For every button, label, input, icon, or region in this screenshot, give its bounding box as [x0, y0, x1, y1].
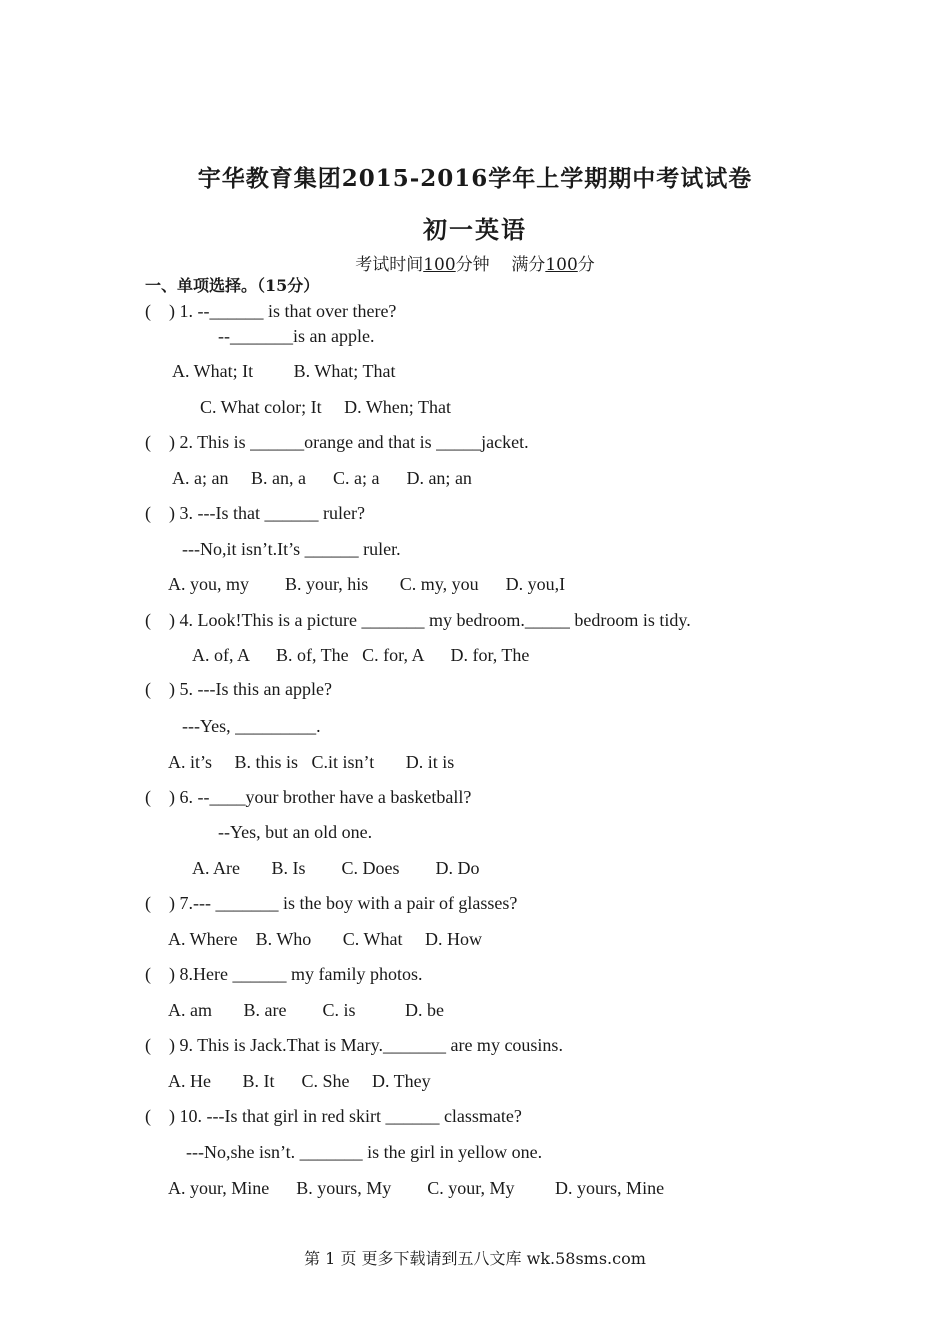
page-footer: 第 1 页 更多下载请到五八文库 wk.58sms.com [304, 1249, 646, 1268]
time-unit: 分钟 [455, 255, 490, 275]
question-1: ( ) 1. --______ is that over there? [145, 301, 397, 321]
question-2: ( ) 2. This is ______orange and that is _____jacket. [145, 432, 529, 452]
question-2-options: A. a; an B. an, a C. a; a D. an; an [172, 468, 472, 488]
question-10: ( ) 10. ---Is that girl in red skirt ______ classmate? [145, 1106, 522, 1126]
section-heading: 一、单项选择。（15分） [145, 276, 320, 295]
question-10-options: A. your, Mine B. yours, My C. your, My D. yours, Mine [168, 1178, 665, 1198]
time-value: 100 [423, 255, 456, 275]
question-6-answer: --Yes, but an old one. [218, 822, 373, 842]
question-3-answer: ---No,it isn’t.It’s ______ ruler. [182, 539, 401, 559]
question-1-options-b: C. What color; It D. When; That [200, 397, 451, 417]
question-4-options: A. of, A B. of, The C. for, A D. for, The [192, 645, 530, 665]
question-5-answer: ---Yes, _________. [182, 716, 321, 736]
question-10-answer: ---No,she isn’t. _______ is the girl in yellow one. [186, 1142, 543, 1162]
time-label: 考试时间 [355, 255, 424, 275]
score-unit: 分 [577, 255, 595, 275]
question-1-options-a: A. What; It B. What; That [172, 361, 396, 381]
exam-subject: 初一英语 [423, 215, 527, 244]
score-value: 100 [545, 255, 578, 275]
question-8-options: A. am B. are C. is D. be [168, 1000, 444, 1020]
question-4: ( ) 4. Look!This is a picture _______ my bedroom._____ bedroom is tidy. [145, 610, 691, 630]
question-5: ( ) 5. ---Is this an apple? [145, 679, 332, 699]
question-7: ( ) 7.--- _______ is the boy with a pair of glasses? [145, 893, 518, 913]
question-5-options: A. it’s B. this is C.it isn’t D. it is [168, 752, 455, 772]
question-3: ( ) 3. ---Is that ______ ruler? [145, 503, 365, 523]
question-7-options: A. Where B. Who C. What D. How [168, 929, 482, 949]
question-9: ( ) 9. This is Jack.That is Mary._______ are my cousins. [145, 1035, 563, 1055]
question-8: ( ) 8.Here ______ my family photos. [145, 964, 423, 984]
question-6-options: A. Are B. Is C. Does D. Do [192, 858, 480, 878]
exam-title: 宇华教育集团2015-2016学年上学期期中考试试卷 [197, 165, 753, 192]
question-9-options: A. He B. It C. She D. They [168, 1071, 431, 1091]
question-3-options: A. you, my B. your, his C. my, you D. you,I [168, 574, 566, 594]
exam-info [0, 250, 950, 275]
question-6: ( ) 6. --____your brother have a basketball? [145, 787, 472, 807]
score-label: 满分 [511, 255, 546, 275]
question-1-answer: --_______is an apple. [218, 326, 375, 346]
